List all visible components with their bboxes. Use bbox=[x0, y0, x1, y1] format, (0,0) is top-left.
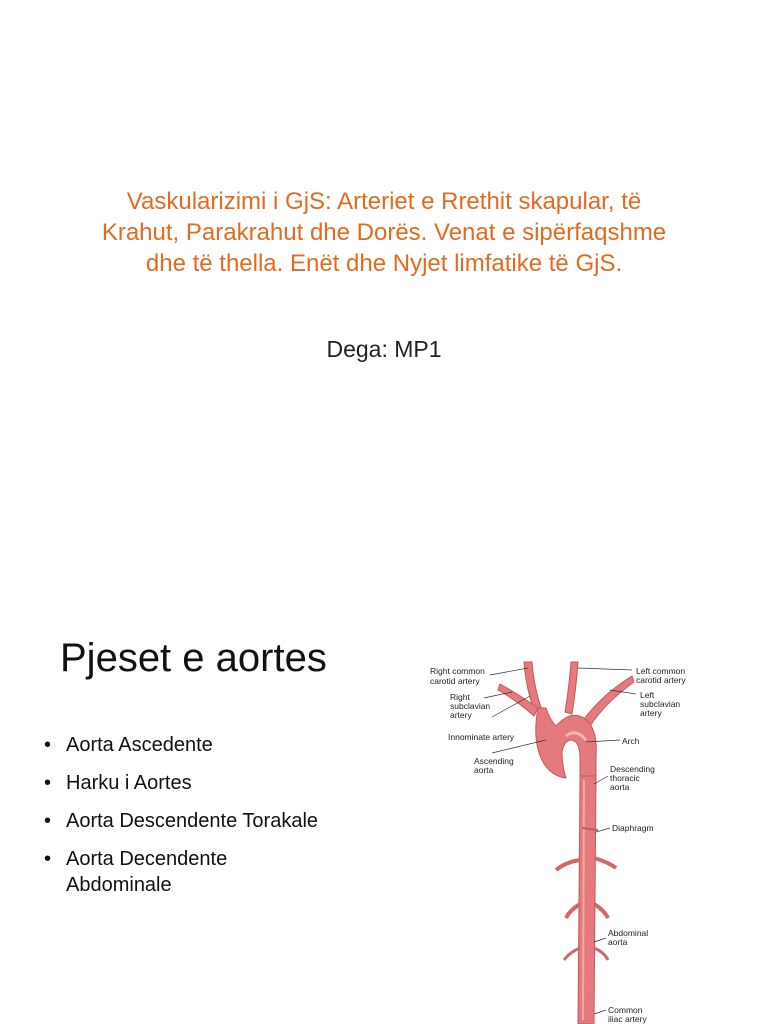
label-common-iliac-artery: iliac artery bbox=[608, 1014, 647, 1024]
descending-aorta bbox=[578, 776, 596, 1024]
renal-artery-right bbox=[594, 904, 608, 918]
label-descending-thoracic-aorta: aorta bbox=[610, 782, 630, 792]
label-innominate-artery: Innominate artery bbox=[448, 732, 515, 742]
diagram-labels bbox=[430, 666, 686, 1024]
slide-2-title: Pjeset e aortes bbox=[60, 636, 327, 680]
slide-title bbox=[70, 186, 698, 279]
label-abdominal-aorta: aorta bbox=[608, 937, 628, 947]
label-left-subclavian: artery bbox=[640, 708, 662, 718]
branch-artery-lower-right bbox=[594, 948, 608, 960]
aorta-diagram bbox=[400, 648, 700, 1024]
renal-artery-left bbox=[566, 904, 580, 918]
left-common-carotid-artery bbox=[565, 662, 578, 714]
label-left-common-carotid: carotid artery bbox=[636, 675, 686, 685]
branch-artery-lower-left bbox=[564, 948, 580, 960]
branch-artery-left bbox=[556, 860, 580, 870]
label-left-common-carotid: Left common bbox=[636, 666, 686, 676]
label-right-common-carotid: carotid artery bbox=[430, 676, 480, 686]
bullet-list bbox=[44, 732, 374, 910]
label-diaphragm: Diaphragm bbox=[612, 823, 654, 833]
bullet-item: • Harku i Aortes bbox=[44, 770, 374, 796]
slide-2 bbox=[0, 576, 768, 1024]
leader-lines bbox=[484, 668, 636, 1014]
label-ascending-aorta: Ascending bbox=[474, 756, 514, 766]
title-line-3: dhe të thella. Enët dhe Nyjet limfatike të GjS. bbox=[145, 250, 623, 277]
left-subclavian-artery bbox=[582, 676, 634, 726]
label-left-subclavian: subclavian bbox=[640, 699, 681, 709]
label-right-subclavian: artery bbox=[450, 710, 472, 720]
branch-artery-right bbox=[594, 858, 616, 868]
bullet-item: • Aorta Decendente Abdominale bbox=[44, 846, 286, 898]
title-line-2: Krahut, Parakrahut dhe Dorës. Venat e sipërfaqshme bbox=[101, 219, 667, 246]
label-arch: Arch bbox=[622, 736, 640, 746]
label-descending-thoracic-aorta: thoracic bbox=[610, 773, 640, 783]
label-right-subclavian: Right bbox=[450, 692, 470, 702]
label-descending-thoracic-aorta: Descending bbox=[610, 764, 655, 774]
aorta-vessels bbox=[498, 662, 634, 1024]
bullet-item: • Aorta Descendente Torakale bbox=[44, 808, 374, 834]
label-abdominal-aorta: Abdominal bbox=[608, 928, 649, 938]
label-right-subclavian: subclavian bbox=[450, 701, 491, 711]
aorta-highlight bbox=[583, 780, 584, 1020]
bullet-item: • Aorta Ascedente bbox=[44, 732, 374, 758]
label-common-iliac-artery: Common bbox=[608, 1005, 643, 1015]
label-right-common-carotid: Right common bbox=[430, 666, 485, 676]
title-line-1: Vaskularizimi i GjS: Arteriet e Rrethit skapular, të bbox=[126, 188, 642, 215]
label-ascending-aorta: aorta bbox=[474, 765, 494, 775]
slide-subtitle: Dega: MP1 bbox=[326, 336, 442, 362]
label-left-subclavian: Left bbox=[640, 690, 655, 700]
